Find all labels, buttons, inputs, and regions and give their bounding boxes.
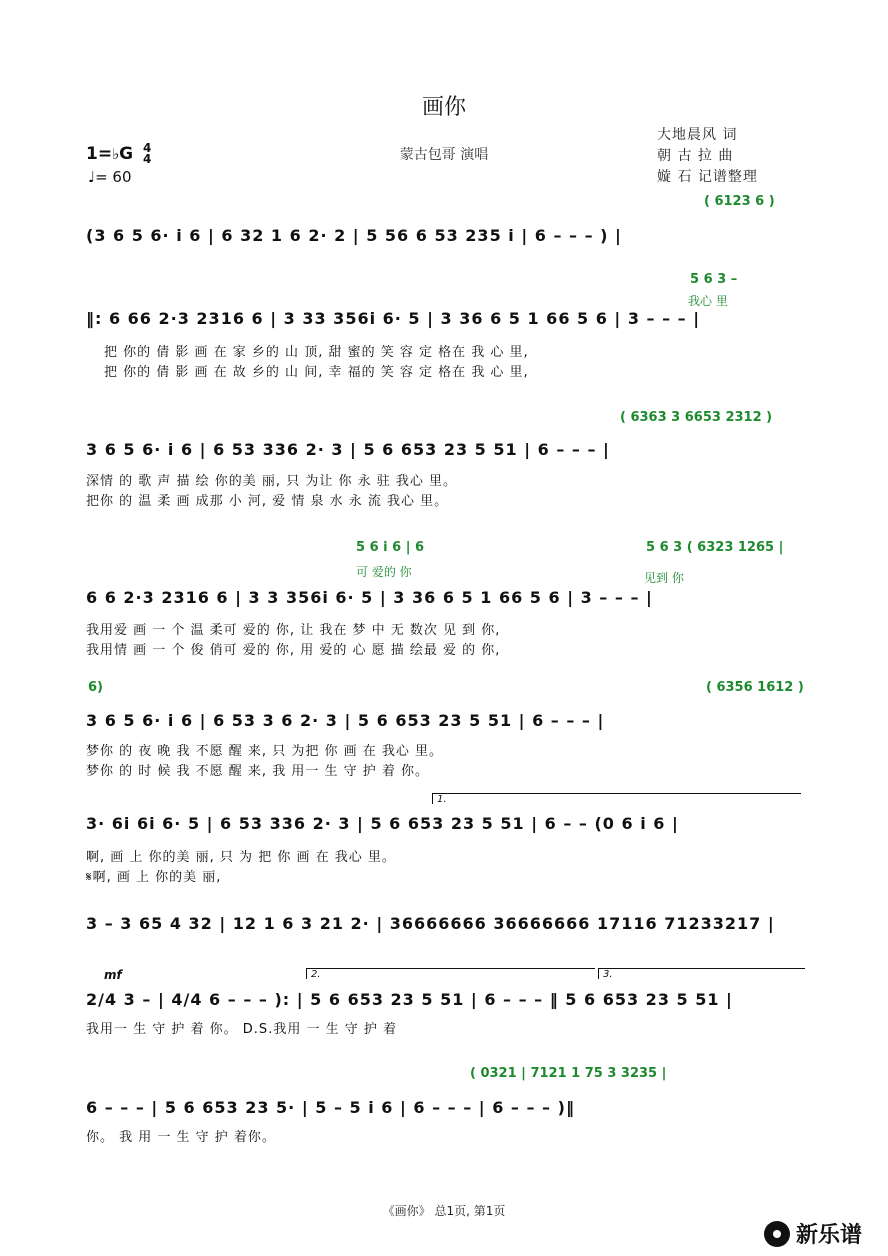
- lyric-row2-verse2: 把 你的 倩 影 画 在 故 乡的 山 间, 幸 福的 笑 容 定 格在 我 心 里,: [104, 365, 529, 380]
- key-note: G: [119, 144, 134, 164]
- green-fill-row9: ( 0321 | 7121 1 75 3 3235 |: [470, 1066, 667, 1081]
- green-fill-row5-start: 6): [88, 680, 103, 695]
- green-lyric-row4a: 可 爱的 你: [356, 565, 412, 579]
- tempo-marking: ♩= 60: [88, 168, 132, 186]
- lyric-row8: 我用一 生 守 护 着 你。 D.S.我用 一 生 守 护 着: [86, 1022, 397, 1037]
- score-row-2: ‖: 6 66 2·3 2316 6 | 3 33 356i 6· 5 | 3 36 6 5 1 66 5 6 | 3 – – – |: [86, 309, 701, 328]
- performer: 蒙古包哥 演唱: [399, 147, 489, 163]
- volta-bracket-1: [432, 793, 801, 804]
- page-footer: 《画你》 总1页, 第1页: [382, 1204, 506, 1218]
- lyricist-credit: 大地晨风 词: [657, 127, 738, 143]
- lyric-row6-verse2: 𝄋啊, 画 上 你的美 丽,: [86, 870, 222, 885]
- lyric-row3-verse1: 深情 的 歌 声 描 绘 你的美 丽, 只 为让 你 永 驻 我心 里。: [86, 474, 457, 489]
- volta-1-label: 1.: [437, 794, 447, 805]
- flat-sign: ♭: [112, 145, 120, 163]
- lyric-row6-verse1: 啊, 画 上 你的美 丽, 只 为 把 你 画 在 我心 里。: [86, 850, 396, 865]
- time-top: 4: [143, 141, 152, 155]
- time-bottom: 4: [143, 152, 152, 166]
- volta-2-label: 2.: [311, 969, 321, 980]
- lyric-row4-verse1: 我用爱 画 一 个 温 柔可 爱的 你, 让 我在 梦 中 无 数次 见 到 你,: [86, 623, 501, 638]
- green-lyric-row4b: 见到 你: [644, 571, 684, 585]
- score-row-7: 3 – 3 65 4 32 | 12 1 6 3 21 2· | 36666666 36666666 17116 71233217 |: [86, 914, 775, 933]
- green-fill-row2: 5 6 3 –: [690, 272, 738, 287]
- record-disc-icon: [764, 1221, 790, 1247]
- lyric-row5-verse1: 梦你 的 夜 晚 我 不愿 醒 来, 只 为把 你 画 在 我心 里。: [86, 744, 443, 759]
- volta-bracket-2: [306, 968, 595, 979]
- score-row-6: 3· 6i 6i 6· 5 | 6 53 336 2· 3 | 5 6 653 23 5 51 | 6 – – (0 6 i 6 |: [86, 814, 679, 833]
- lyric-row9: 你。 我 用 一 生 守 护 着你。: [86, 1130, 276, 1145]
- green-fill-row4a: 5 6 i 6 | 6: [356, 540, 425, 555]
- composer-credit: 朝 古 拉 曲: [657, 148, 734, 164]
- lyric-row3-verse2: 把你 的 温 柔 画 成那 小 河, 爱 情 泉 水 永 流 我心 里。: [86, 494, 449, 509]
- lyric-row2-verse1: 把 你的 倩 影 画 在 家 乡的 山 顶, 甜 蜜的 笑 容 定 格在 我 心 里,: [104, 345, 529, 360]
- green-fill-row5-end: ( 6356 1612 ): [706, 680, 804, 695]
- score-row-1: (3 6 5 6· i 6 | 6 32 1 6 2· 2 | 5 56 6 53 235 i | 6 – – – ) |: [86, 226, 622, 245]
- volta-3-label: 3.: [603, 969, 613, 980]
- green-lyric-row2: 我心 里: [688, 294, 728, 308]
- score-row-8: 2/4 3 – | 4/4 6 – – – ): | 5 6 653 23 5 51 | 6 – – – ‖ 5 6 653 23 5 51 |: [86, 990, 733, 1009]
- green-fill-row3: ( 6363 3 6653 2312 ): [620, 410, 773, 425]
- arranger-credit: 嫙 石 记谱整理: [657, 169, 758, 185]
- score-row-3: 3 6 5 6· i 6 | 6 53 336 2· 3 | 5 6 653 23 5 51 | 6 – – – |: [86, 440, 610, 459]
- green-fill-intro: ( 6123 6 ): [704, 194, 775, 209]
- score-row-9: 6 – – – | 5 6 653 23 5· | 5 – 5 i 6 | 6 – – – | 6 – – – )‖: [86, 1098, 575, 1117]
- volta-bracket-3: [598, 968, 805, 979]
- brand-logo: [764, 1218, 862, 1249]
- lyric-row5-verse2: 梦你 的 时 候 我 不愿 醒 来, 我 用一 生 守 护 着 你。: [86, 764, 429, 779]
- key-prefix: 1=: [86, 144, 113, 164]
- page-title: 画你: [421, 95, 466, 120]
- green-fill-row4b: 5 6 3 ( 6323 1265 |: [646, 540, 784, 555]
- score-row-4: 6 6 2·3 2316 6 | 3 3 356i 6· 5 | 3 36 6 5 1 66 5 6 | 3 – – – |: [86, 588, 653, 607]
- score-row-5: 3 6 5 6· i 6 | 6 53 3 6 2· 3 | 5 6 653 23 5 51 | 6 – – – |: [86, 711, 605, 730]
- brand-name: 新乐谱: [796, 1223, 863, 1248]
- lyric-row4-verse2: 我用情 画 一 个 俊 俏可 爱的 你, 用 爱的 心 愿 描 绘最 爱 的 你,: [86, 643, 501, 658]
- dynamic-mf: mf: [104, 968, 122, 982]
